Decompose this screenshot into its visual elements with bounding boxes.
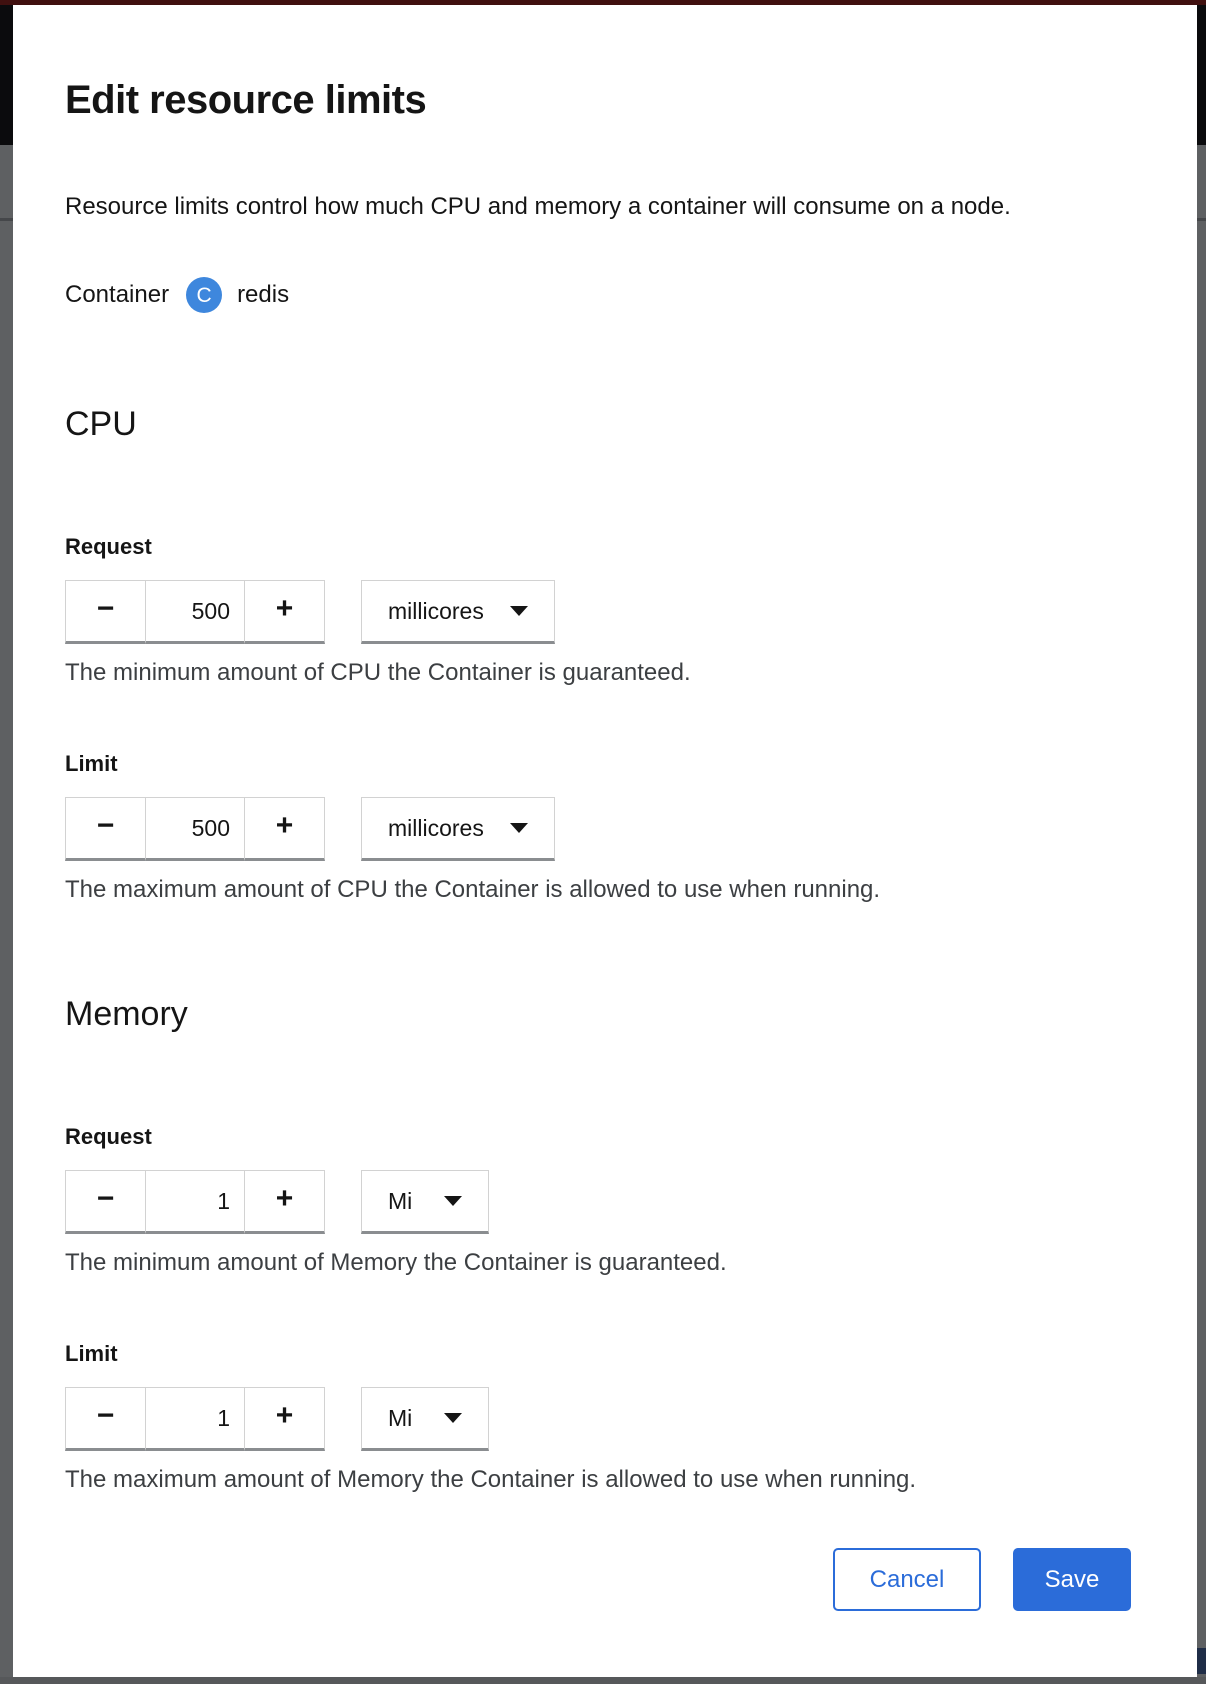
memory-request-unit-value: Mi [388,1187,413,1214]
cpu-limit-unit-value: millicores [388,814,484,841]
cpu-request-unit-value: millicores [388,597,484,624]
section-heading-memory: Memory [65,995,188,1033]
cpu-limit-unit-select[interactable] [361,797,555,861]
backdrop-masthead-strip [0,0,1206,5]
cancel-button[interactable]: Cancel [833,1548,981,1611]
memory-request-unit-select[interactable] [361,1170,489,1234]
field-label-memory-request: Request [65,1124,152,1149]
minus-icon: − [96,1182,115,1215]
minus-icon: − [96,809,115,842]
cpu-limit-help-text: The maximum amount of CPU the Container is allowed to use when running. [65,876,881,903]
field-label-cpu-limit: Limit [65,751,118,776]
memory-limit-value-input[interactable] [146,1387,244,1451]
field-cpu-limit [65,750,1145,905]
caret-down-icon [510,823,528,833]
memory-request-plus-button[interactable] [244,1170,325,1234]
container-row [65,275,1145,315]
modal-description: Resource limits control how much CPU and memory a container will consume on a node. [65,193,1011,220]
container-name: redis [237,281,290,308]
caret-down-icon [444,1413,462,1423]
cpu-request-value-input[interactable] [146,580,244,644]
minus-icon: − [96,1399,115,1432]
caret-down-icon [510,606,528,616]
memory-limit-unit-value: Mi [388,1404,413,1431]
backdrop-bottom-strip [0,1677,1206,1684]
save-button[interactable]: Save [1013,1548,1131,1611]
backdrop-left-strip [0,0,13,1684]
section-memory [65,993,1145,1495]
field-cpu-request [65,533,1145,688]
memory-limit-number-input [65,1387,325,1451]
plus-icon: + [275,1399,294,1432]
memory-request-number-input [65,1170,325,1234]
backdrop-right-artifact [1197,1648,1206,1674]
cpu-limit-number-input [65,797,325,861]
cpu-request-unit-select[interactable] [361,580,555,644]
field-label-cpu-request: Request [65,534,152,559]
backdrop-right-divider [1197,218,1206,221]
memory-limit-help-text: The maximum amount of Memory the Container is allowed to use when running. [65,1466,917,1493]
cpu-request-number-input [65,580,325,644]
section-cpu [65,403,1145,905]
memory-limit-minus-button[interactable] [65,1387,146,1451]
field-label-memory-limit: Limit [65,1341,118,1366]
container-label: Container [65,281,170,308]
memory-request-help-text: The minimum amount of Memory the Container is guaranteed. [65,1249,727,1276]
edit-resource-limits-modal [13,5,1197,1677]
field-memory-request [65,1123,1145,1278]
section-heading-cpu: CPU [65,405,137,443]
plus-icon: + [275,592,294,625]
field-memory-limit [65,1340,1145,1495]
modal-footer [65,1548,1145,1611]
caret-down-icon [444,1196,462,1206]
cpu-request-minus-button[interactable] [65,580,146,644]
cpu-limit-minus-button[interactable] [65,797,146,861]
cpu-limit-plus-button[interactable] [244,797,325,861]
backdrop-left-divider [0,218,13,221]
modal-title: Edit resource limits [65,78,427,122]
cpu-limit-value-input[interactable] [146,797,244,861]
container-badge-icon: C [186,277,222,313]
plus-icon: + [275,809,294,842]
cpu-request-help-text: The minimum amount of CPU the Container is guaranteed. [65,659,691,686]
minus-icon: − [96,592,115,625]
memory-limit-unit-select[interactable] [361,1387,489,1451]
cpu-request-plus-button[interactable] [244,580,325,644]
memory-request-value-input[interactable] [146,1170,244,1234]
plus-icon: + [275,1182,294,1215]
memory-request-minus-button[interactable] [65,1170,146,1234]
memory-limit-plus-button[interactable] [244,1387,325,1451]
backdrop-right-strip [1197,0,1206,1684]
